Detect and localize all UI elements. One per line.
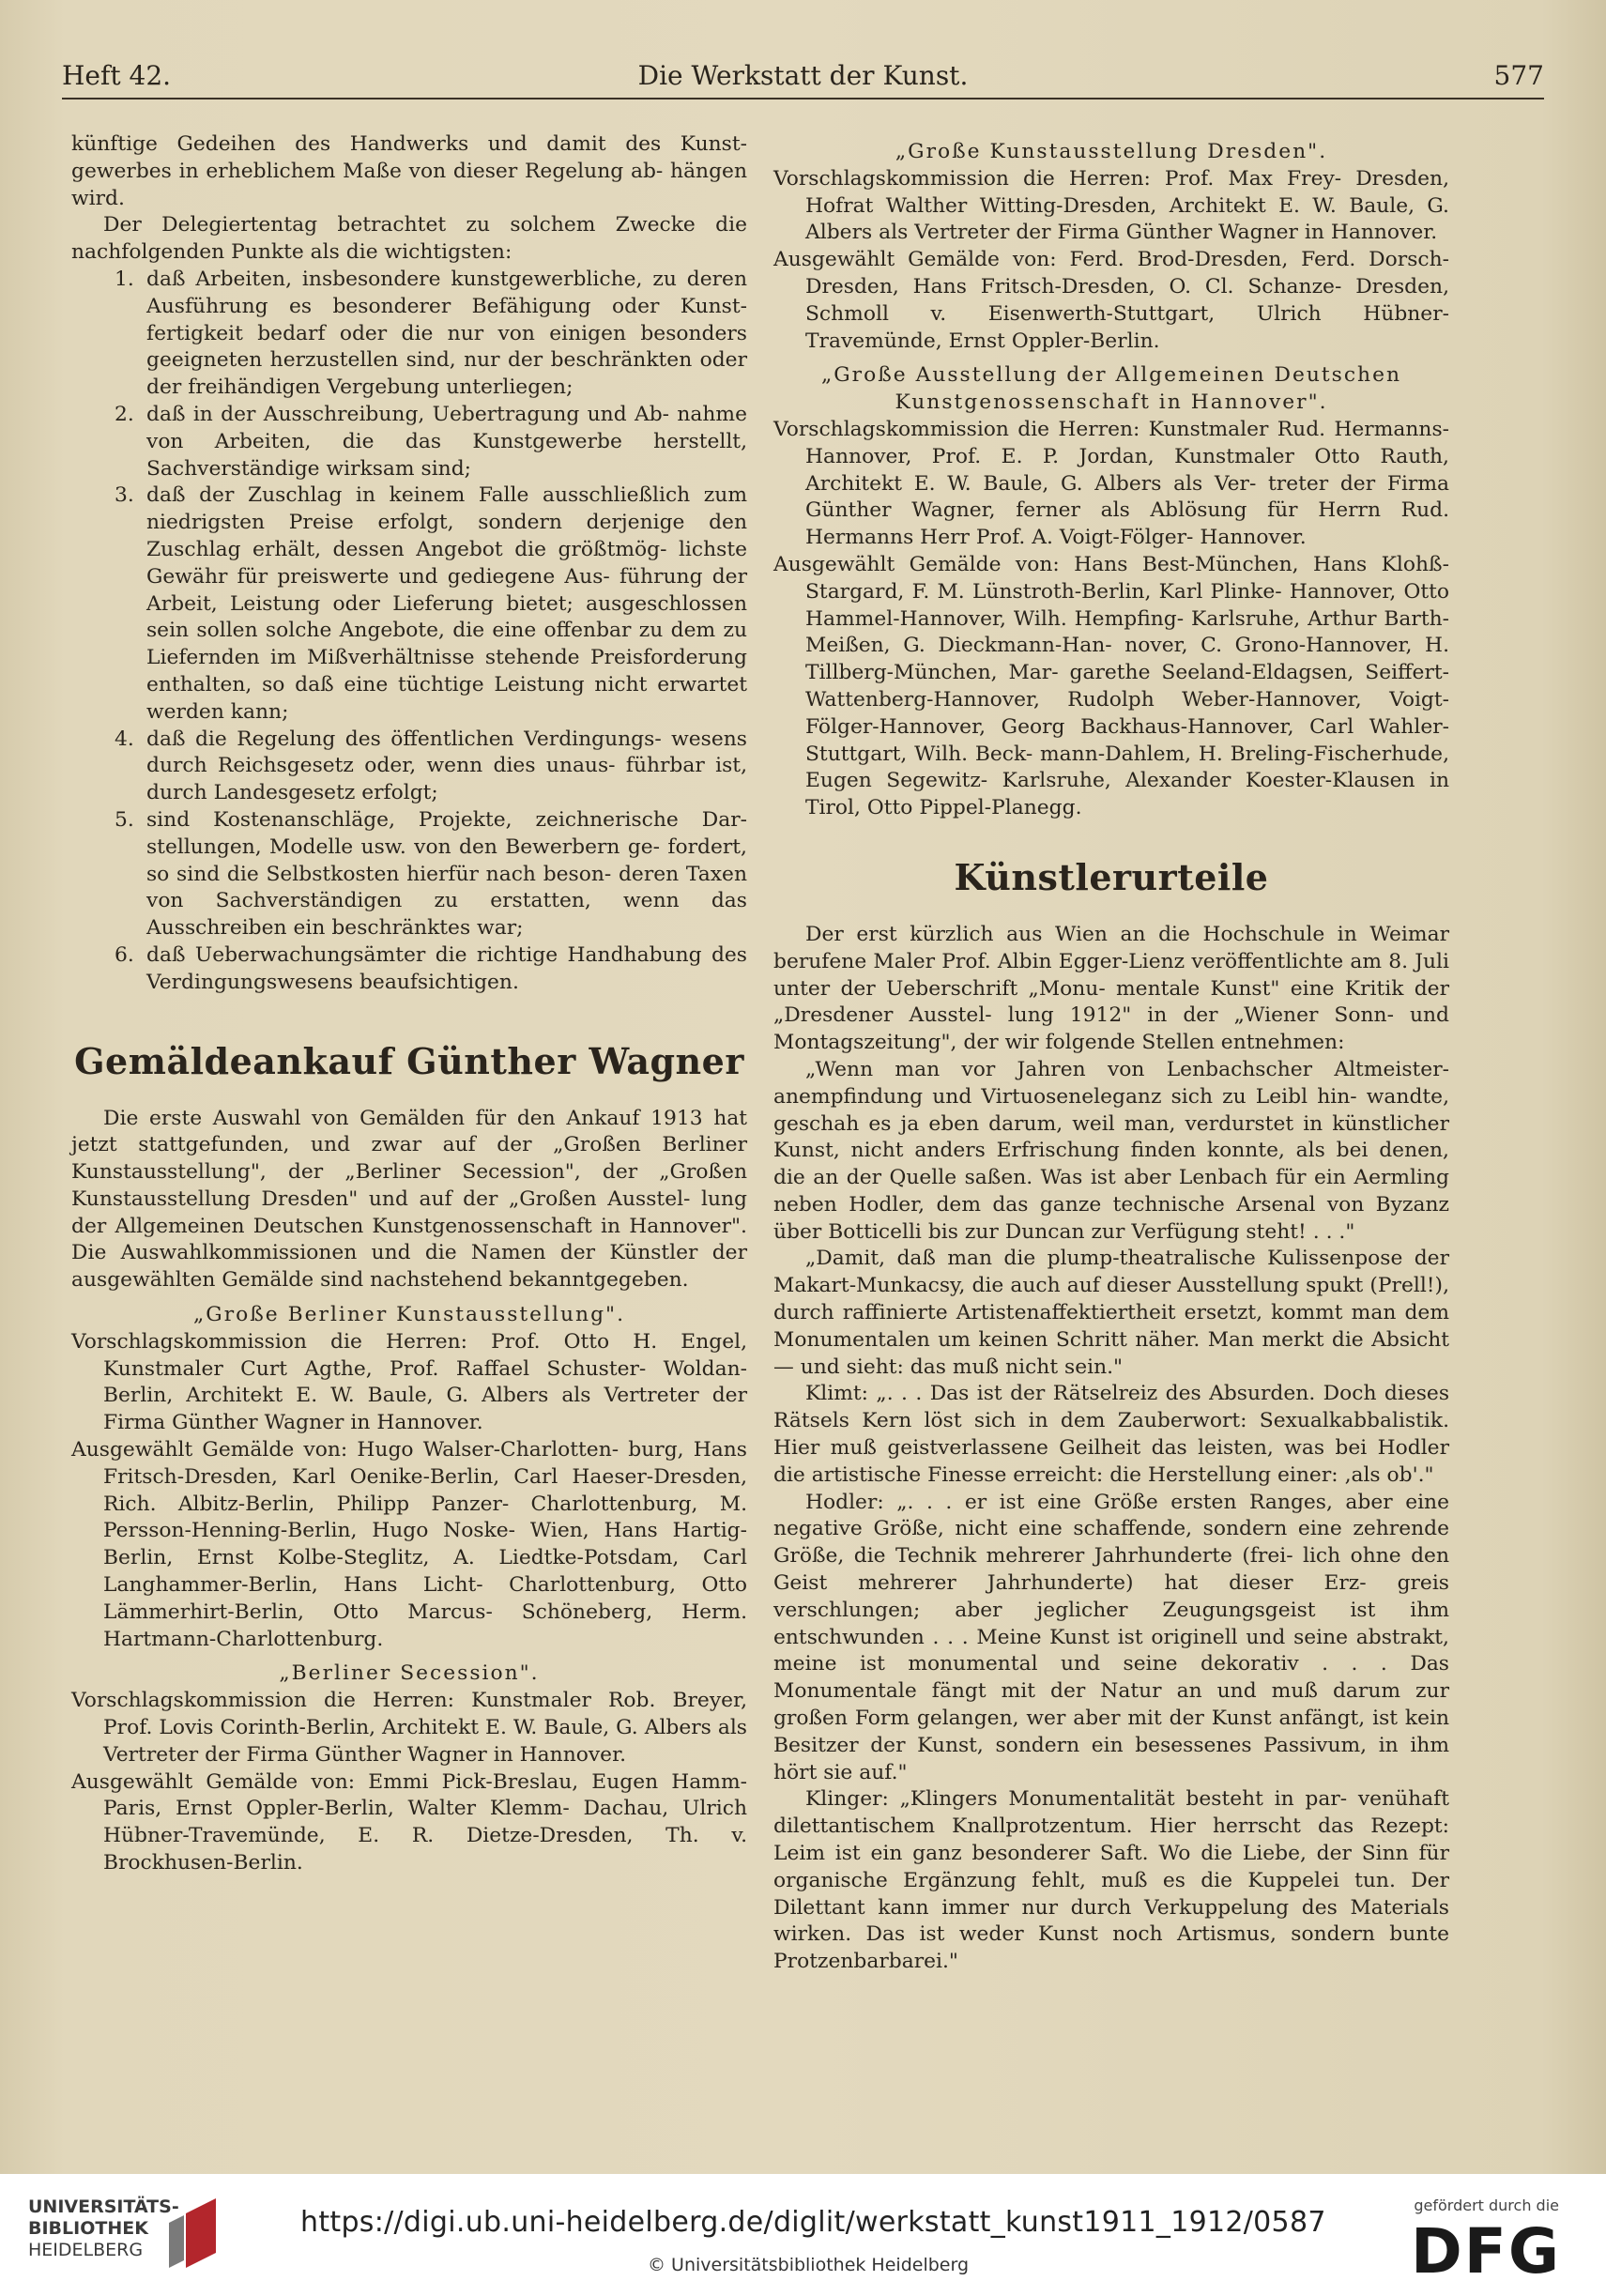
exhibition-caption: „Große Kunstausstellung Dresden". xyxy=(895,140,1328,163)
selection-paragraph: Ausgewählt Gemälde von: Hugo Walser-Charlotten- burg, Hans Fritsch-Dresden, Karl Oenike-Berlin, Carl Haeser-Dresden, Rich. Albitz-Berlin, Philipp Panzer- Charlottenburg, M. Persson-Henning-Berlin, Hugo Noske- Wien, Hans Hartig-Berlin, Ernst Kolbe-Steglitz, A. Liedtke-Potsdam, Carl Langhammer-Berlin, Hans Licht- Charlottenburg, Otto Lämmerhirt-Berlin, Otto Marcus- Schöneberg, Herm. Hartmann-Charlottenburg. xyxy=(71,1438,747,1651)
list-item xyxy=(71,942,747,997)
list-item xyxy=(71,807,747,942)
numbered-list xyxy=(71,267,747,997)
list-number: 5. xyxy=(115,807,134,832)
quote-paragraph: „Damit, daß man die plump-theatralische Kulissenpose der Makart-Munkacsy, die auch auf dieser Ausstellung spukt (Prell!), durch raffinierte Artistenaffektiertheit ersetzt, kommt man dem Monumentalen um keinen Schritt näher. Man merkt die Absicht — und sieht: das muß nicht sein." xyxy=(773,1247,1449,1379)
commission-paragraph: Vorschlagskommission die Herren: Kunstmaler Rud. Hermanns-Hannover, Prof. E. P. Jordan, Kunstmaler Otto Rauth, Architekt E. W. Baule, G. Albers als Ver- treter der Firma Günther Wagner, ferner als Ablösung für Herrn Rud. Hermanns Herr Prof. A. Voigt-Fölger- Hannover. xyxy=(773,417,1449,550)
list-item xyxy=(71,482,747,726)
section-heading: Gemäldeankauf Günther Wagner xyxy=(74,1039,744,1082)
quote-paragraph: Hodler: „. . . er ist eine Größe ersten Ranges, aber eine negative Größe, nicht eine schaffende, sondern eine zehrende Größe, die Technik mehrerer Jahrhunderte (frei- lich ohne den Geist mehrerer Jahrhunderte) hat dieser Erz- greis verschlungen; aber jeglicher Zeugungsgeist ist ihm entschwunden . . . Meine Kunst ist originell und seine abstrakt, meine ist monumental und seine dekorativ . . . Das Monumentale fängt mit der Natur an und muß darum zur großen Form gelangen, wer aber mit der Kunst anfängt, ist kein Besitzer der Kunst, sondern ein besessenes Passivum, in ihm hört sie auf." xyxy=(773,1490,1449,1784)
section-heading: Künstlerurteile xyxy=(954,855,1269,898)
paragraph: Die erste Auswahl von Gemälden für den Ankauf 1913 hat jetzt stattgefunden, und zwar auf der „Großen Berliner Kunstausstellung", der „Berliner Secession", der „Großen Kunstausstellung Dresden" und auf der „Großen Ausstel- lung der Allgemeinen Deutschen Kunstgenossenschaft in Hannover". Die Auswahlkommissionen und die Namen der Künstler der ausgewählten Gemälde sind nachstehend bekanntgegeben. xyxy=(71,1106,747,1293)
issue-number: Heft 42. xyxy=(62,60,172,91)
running-header xyxy=(62,53,1544,99)
list-item xyxy=(71,727,747,807)
library-logo-icon xyxy=(160,2195,225,2270)
paragraph: Der erst kürzlich aus Wien an die Hochschule in Weimar berufene Maler Prof. Albin Egger-Lienz veröffentlichte am 8. Juli unter der Ueberschrift „Monu- mentale Kunst" eine Kritik der „Dresdener Ausstel- lung 1912" in der „Wiener Sonn- und Montagszeitung", der wir folgende Stellen entnehmen: xyxy=(773,922,1449,1055)
page-number: 577 xyxy=(1493,60,1544,91)
commission-paragraph: Vorschlagskommission die Herren: Kunstmaler Rob. Breyer, Prof. Lovis Corinth-Berlin, Architekt E. W. Baule, G. Albers als Vertreter der Firma Günther Wagner in Hannover. xyxy=(71,1689,747,1767)
commission-paragraph: Vorschlagskommission die Herren: Prof. Max Frey- Dresden, Hofrat Walther Witting-Dresden, Architekt E. W. Baule, G. Albers als Vertreter der Firma Günther Wagner in Hannover. xyxy=(773,166,1449,245)
library-name xyxy=(28,2197,179,2261)
journal-title: Die Werkstatt der Kunst. xyxy=(637,60,969,91)
commission-paragraph: Vorschlagskommission die Herren: Prof. Otto H. Engel, Kunstmaler Curt Agthe, Prof. Raffael Schuster- Woldan-Berlin, Architekt E. W. Baule, G. Albers als Vertreter der Firma Günther Wagner in Hannover. xyxy=(71,1329,747,1435)
paragraph: Der Delegiertentag betrachtet zu solchem Zwecke die nachfolgenden Punkte als die wichtigsten: xyxy=(71,213,747,265)
quote-paragraph: Klinger: „Klingers Monumentalität besteht in par- venühaft dilettantischem Knallprotzentum. Hier herrscht das Rezept: Leim ist ein ganz besonderer Saft. Wo die Liebe, der Sinn für organische Ergänzung fehlt, muß es die Kuppelei tun. Der Dilettant kann immer nur durch Verkuppelung des Materials wirken. Das ist weder Kunst noch Artismus, sondern bunte Protzenbarbarei." xyxy=(773,1787,1449,1974)
list-text: daß Ueberwachungsämter die richtige Handhabung des Verdingungswesens beaufsichtigen. xyxy=(146,942,747,994)
quote-paragraph: Klimt: „. . . Das ist der Rätselreiz des Absurden. Doch dieses Rätsels Kern löst sich in dem Zauberwort: Sexualkabbalistik. Hier muß geistverlassene Geilheit das leisten, was bei Hodler die artistische Finesse erreicht: die Herstellung einer: ‚als ob'." xyxy=(773,1382,1449,1487)
exhibition-caption: „Große Ausstellung der Allgemeinen Deutschen Kunstgenossenschaft in Hannover". xyxy=(820,363,1402,415)
viewer-footer xyxy=(0,2174,1606,2296)
list-number: 3. xyxy=(115,483,134,508)
list-number: 2. xyxy=(115,402,134,426)
list-text: daß Arbeiten, insbesondere kunstgewerbliche, zu deren Ausführung es besonderer Befähigung oder Kunst- fertigkeit bedarf oder die nur von einigen besonders geeigneten herzustellen sind, nur der beschränkten oder der freihändigen Vergebung unterliegen; xyxy=(146,267,747,400)
library-line: UNIVERSITÄTS- xyxy=(28,2197,179,2217)
dfg-logo-icon: DFG xyxy=(1410,2215,1561,2288)
selection-paragraph: Ausgewählt Gemälde von: Emmi Pick-Breslau, Eugen Hamm-Paris, Ernst Oppler-Berlin, Walter Klemm- Dachau, Ulrich Hübner-Travemünde, E. R. Dietze-Dresden, Th. v. Brockhusen-Berlin. xyxy=(71,1769,747,1875)
selection-paragraph: Ausgewählt Gemälde von: Hans Best-München, Hans Klohß-Stargard, F. M. Lünstroth-Berlin, Karl Plinke- Hannover, Otto Hammel-Hannover, Wilh. Hempfing- Karlsruhe, Arthur Barth-Meißen, G. Dieckmann-Han- nover, C. Grono-Hannover, H. Tillberg-München, Mar- garethe Seeland-Eldagsen, Seiffert-Wattenberg-Hannover, Rudolph Weber-Hannover, Voigt-Fölger-Hannover, Georg Backhaus-Hannover, Carl Wahler-Stuttgart, Wilh. Beck- mann-Dahlem, H. Breling-Fischerhude, Eugen Segewitz- Karlsruhe, Alexander Koester-Klausen in Tirol, Otto Pippel-Planegg. xyxy=(773,552,1449,820)
list-item xyxy=(71,267,747,402)
quote-paragraph: „Wenn man vor Jahren von Lenbachscher Altmeister- anempfindung und Virtuoseneleganz sich zu Leibl hin- wandte, geschah es ja eben darum, weil man, verdurstet in künstlicher Kunst, nicht anders Erfrischung finden konnte, als bei denen, die an der Quelle saßen. Was ist aber Lenbach für ein Aermling neben Hodler, dem das ganze technische Arsenal von Byzanz über Botticelli bis zur Duncan zur Verfügung steht! . . ." xyxy=(773,1057,1449,1244)
exhibition-caption: „Berliner Secession". xyxy=(279,1661,540,1686)
list-text: sind Kostenanschläge, Projekte, zeichnerische Dar- stellungen, Modelle usw. von den Bewerbern ge- fordert, so sind die Selbstkosten hierfür nach beson- deren Taxen von Sachverständigen zu erstatten, wenn das Ausschreiben ein beschränktes war; xyxy=(146,807,747,941)
paragraph: künftige Gedeihen des Handwerks und damit des Kunst- gewerbes in erheblichem Maße von dieser Regelung ab- hängen wird. xyxy=(71,132,747,210)
list-text: daß in der Ausschreibung, Uebertragung und Ab- nahme von Arbeiten, die das Kunstgewerbe herstellt, Sachverständige wirksam sind; xyxy=(146,402,747,481)
list-item xyxy=(71,402,747,482)
list-text: daß der Zuschlag in keinem Falle ausschließlich zum niedrigsten Preise erfolgt, sondern derjenige den Zuschlag erhält, dessen Angebot die größtmög- lichste Gewähr für preiswerte und gediegene Aus- führung der Arbeit, Leistung oder Lieferung bietet; ausgeschlossen sein sollen solche Angebote, die eine offenbar zu dem zu Liefernden im Mißverhältnisse stehende Preisforderung enthalten, so daß eine tüchtige Leistung nicht erwartet werden kann; xyxy=(146,483,747,724)
right-column xyxy=(773,131,1449,1976)
exhibition-caption: „Große Berliner Kunstausstellung". xyxy=(192,1303,625,1327)
list-number: 6. xyxy=(115,942,134,967)
list-number: 1. xyxy=(115,267,134,291)
list-number: 4. xyxy=(115,727,134,751)
list-text: daß die Regelung des öffentlichen Verdingungs- wesens durch Reichsgesetz oder, wenn dies unaus- führbar ist, durch Landesgesetz erfolgt; xyxy=(146,727,747,805)
selection-paragraph: Ausgewählt Gemälde von: Ferd. Brod-Dresden, Ferd. Dorsch-Dresden, Hans Fritsch-Dresden, O. Cl. Schanze- Dresden, Schmoll v. Eisenwerth-Stuttgart, Ulrich Hübner- Travemünde, Ernst Oppler-Berlin. xyxy=(773,248,1449,353)
copyright-notice: © Universitätsbibliothek Heidelberg xyxy=(648,2255,970,2275)
permalink-url[interactable]: https://digi.ub.uni-heidelberg.de/diglit/werkstatt_kunst1911_1912/0587 xyxy=(300,2206,1326,2239)
left-column xyxy=(71,131,747,1877)
library-line: BIBLIOTHEK xyxy=(28,2218,148,2239)
funding-note: gefördert durch die xyxy=(1414,2197,1559,2214)
library-line: HEIDELBERG xyxy=(28,2240,144,2260)
